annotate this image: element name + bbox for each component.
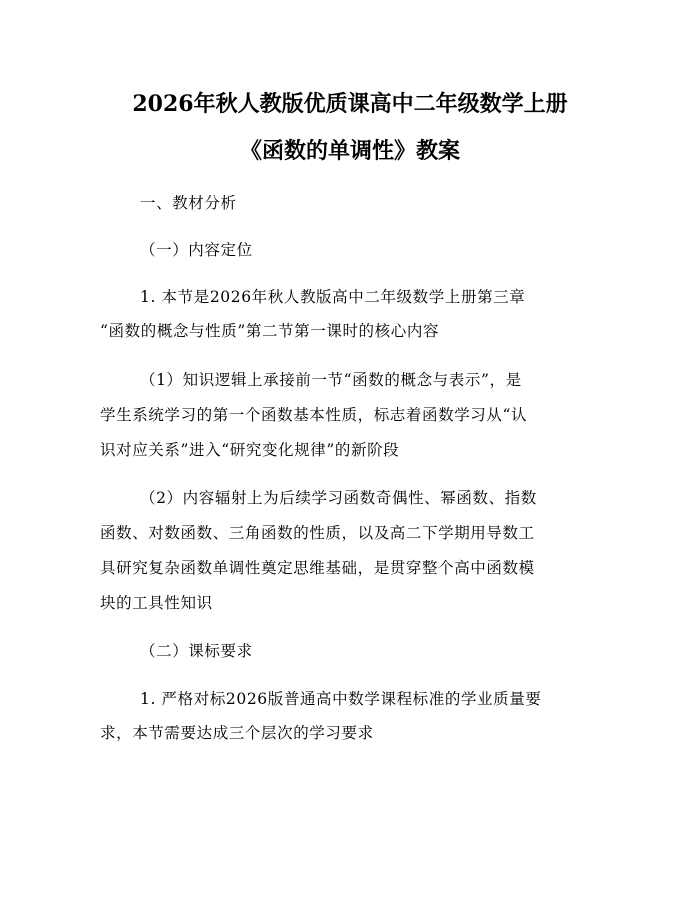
paragraph-line: （2）内容辐射上为后续学习函数奇偶性、幂函数、指数: [140, 489, 537, 507]
paragraph-line: 具研究复杂函数单调性奠定思维基础，是贯穿整个高中函数模: [100, 559, 535, 577]
document-title-line-2: 《函数的单调性》教案: [239, 138, 460, 164]
paragraph-line: “函数的概念与性质”第二节第一课时的核心内容: [100, 322, 440, 340]
document-title-line-1: 2026年秋人教版优质课高中二年级数学上册: [132, 91, 568, 117]
section-heading: 一、教材分析: [140, 194, 237, 212]
paragraph-line: 求，本节需要达成三个层次的学习要求: [100, 724, 374, 742]
paragraph-line: （1）知识逻辑上承接前一节“函数的概念与表示”，是: [140, 371, 522, 389]
paragraph-line: 函数、对数函数、三角函数的性质，以及高二下学期用导数工: [100, 524, 535, 542]
paragraph-line: 识对应关系”进入“研究变化规律”的新阶段: [100, 441, 400, 459]
paragraph-line: 块的工具性知识: [100, 594, 213, 612]
paragraph-line: 学生系统学习的第一个函数基本性质，标志着函数学习从“认: [100, 406, 528, 424]
paragraph-line: 1. 本节是2026年秋人教版高中二年级数学上册第三章: [140, 288, 526, 306]
subsection-heading: （二）课标要求: [140, 642, 253, 660]
subsection-heading: （一）内容定位: [140, 241, 253, 259]
paragraph-line: 1. 严格对标2026版普通高中数学课程标准的学业质量要: [140, 690, 542, 708]
